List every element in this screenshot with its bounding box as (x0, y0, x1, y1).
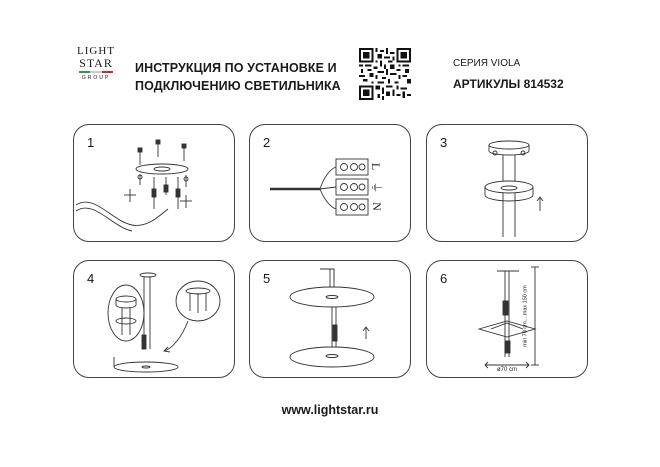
step-number: 6 (440, 271, 448, 286)
step-panel-5 (249, 260, 411, 378)
step-panel-1 (73, 124, 235, 242)
logo-text-light: LIGHT (77, 45, 115, 57)
step-3-illustration (427, 125, 589, 243)
page-title-line-1: ИНСТРУКЦИЯ ПО УСТАНОВКЕ И (135, 61, 337, 75)
terminal-label-l: L (369, 162, 384, 171)
step-number: 2 (263, 135, 271, 150)
terminal-label-n: N (369, 202, 384, 211)
step-panel-6 (426, 260, 588, 378)
terminal-label-ground: ⏚ (369, 181, 384, 194)
step-number: 1 (87, 135, 95, 150)
logo-flag-stripe (79, 71, 113, 73)
website-link[interactable]: www.lightstar.ru (281, 403, 379, 417)
article-number: АРТИКУЛЫ 814532 (453, 77, 564, 91)
step-number: 3 (440, 135, 448, 150)
step-panel-2 (249, 124, 411, 242)
step-panel-3 (426, 124, 588, 242)
logo-text-group: GROUP (81, 75, 111, 81)
diameter-label: ø70 cm (497, 367, 518, 373)
step-5-illustration (250, 261, 412, 379)
page-title-line-2: ПОДКЛЮЧЕНИЮ СВЕТИЛЬНИКА (135, 79, 341, 93)
step-panel-4 (73, 260, 235, 378)
qr-code (359, 48, 411, 100)
height-dimension-label: min 70 cm....max 150 cm (522, 285, 529, 347)
page-title (135, 59, 341, 95)
logo-text-star: STAR (79, 56, 113, 70)
step-2-illustration (250, 125, 412, 243)
step-6-illustration (427, 261, 589, 379)
brand-logo (74, 46, 118, 98)
step-number: 4 (87, 271, 95, 286)
step-4-illustration (74, 261, 236, 379)
series-label: СЕРИЯ VIOLA (453, 58, 521, 69)
step-1-illustration (74, 125, 236, 243)
step-number: 5 (263, 271, 271, 286)
